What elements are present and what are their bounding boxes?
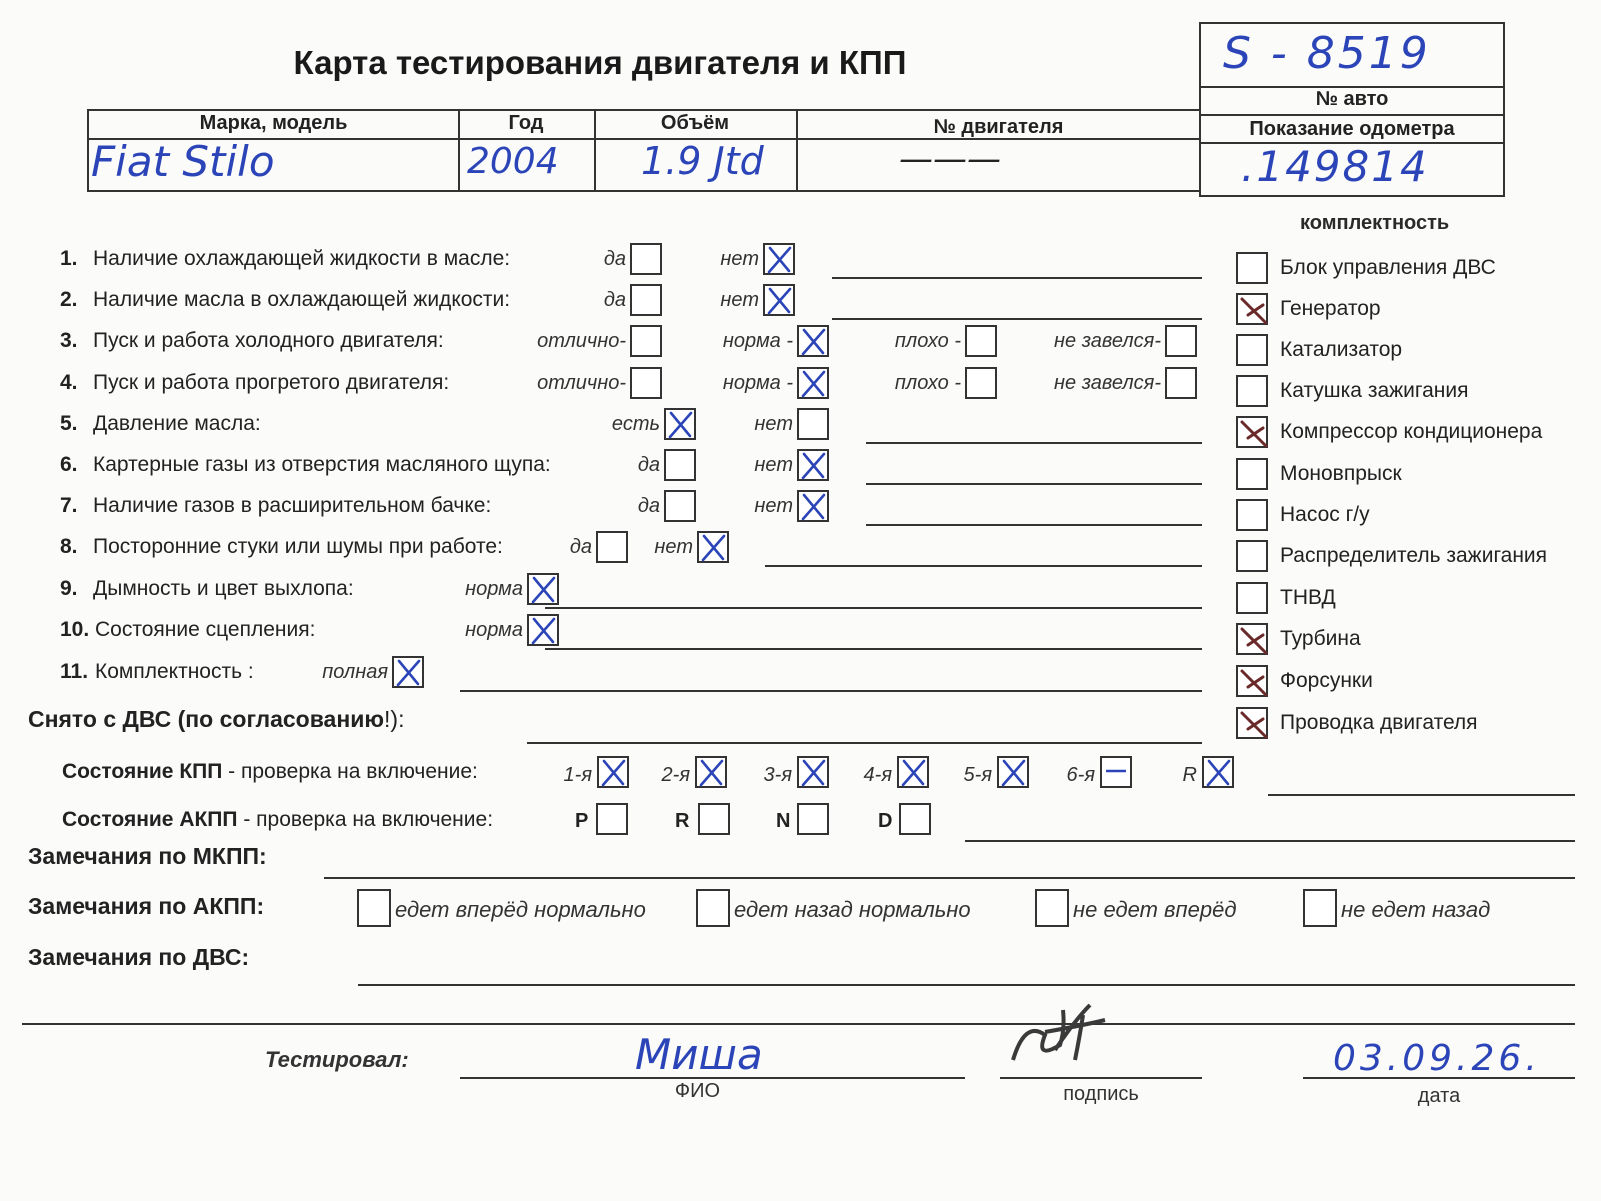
- option-label: нет: [754, 413, 793, 435]
- option-label: полная: [322, 661, 388, 683]
- akpp-remark-checkbox[interactable]: [1303, 889, 1337, 927]
- item-number: 10.: [60, 618, 90, 641]
- option-checkbox[interactable]: [630, 284, 662, 316]
- fio-label: ФИО: [674, 1080, 721, 1102]
- option-label: да: [637, 454, 660, 476]
- option-label: нет: [720, 289, 759, 311]
- option-label: да: [637, 495, 660, 517]
- signature-line[interactable]: [1000, 1077, 1202, 1079]
- option-label: норма -: [722, 372, 793, 394]
- option-label: да: [569, 536, 592, 558]
- item-number: 6.: [60, 453, 78, 476]
- item-text: Наличие газов в расширительном бачке:: [93, 494, 492, 517]
- item-number: 2.: [60, 288, 78, 311]
- gear-checkbox[interactable]: [695, 756, 727, 788]
- option-checkbox[interactable]: [664, 490, 696, 522]
- item-text: Пуск и работа прогретого двигателя:: [93, 371, 450, 394]
- brand-label: Марка, модель: [199, 112, 348, 134]
- engine-no-value: ———: [899, 139, 1001, 179]
- completeness-title: комплектность: [1300, 212, 1450, 234]
- completeness-label: Моновпрыск: [1280, 462, 1402, 485]
- item-text: Картерные газы из отверстия масляного щупа:: [93, 453, 551, 476]
- item-number: 4.: [60, 371, 78, 394]
- akpp-mode-label: D: [878, 810, 893, 832]
- completeness-label: Генератор: [1280, 297, 1381, 320]
- option-label: да: [603, 289, 626, 311]
- tested-label: Тестировал:: [265, 1047, 409, 1072]
- option-checkbox[interactable]: [527, 573, 559, 605]
- item-number: 7.: [60, 494, 78, 517]
- akpp-mode-label: P: [575, 810, 589, 832]
- option-label: да: [603, 248, 626, 270]
- option-checkbox[interactable]: [392, 656, 424, 688]
- remarks-mkpp-label: Замечания по МКПП:: [28, 843, 267, 869]
- option-label: норма -: [722, 330, 793, 352]
- completeness-label: Блок управления ДВС: [1280, 256, 1496, 279]
- akpp-label-rest: - проверка на включение:: [237, 808, 494, 831]
- completeness-checkbox[interactable]: [1236, 375, 1268, 407]
- option-checkbox[interactable]: [797, 325, 829, 357]
- gear-label: 5-я: [963, 764, 992, 786]
- option-label: нет: [754, 454, 793, 476]
- option-checkbox[interactable]: [965, 367, 997, 399]
- answer-line[interactable]: [545, 607, 1202, 609]
- option-checkbox[interactable]: [1165, 325, 1197, 357]
- answer-line[interactable]: [866, 442, 1202, 444]
- answer-line[interactable]: [460, 690, 1202, 692]
- answer-line[interactable]: [765, 565, 1202, 567]
- remarks-dvs-line[interactable]: [358, 984, 1575, 986]
- option-checkbox[interactable]: [697, 531, 729, 563]
- akpp-remark-label: едет назад нормально: [734, 897, 971, 922]
- auto-number-box: [1199, 22, 1505, 197]
- option-checkbox[interactable]: [797, 408, 829, 440]
- option-checkbox[interactable]: [763, 284, 795, 316]
- gear-label: 6-я: [1066, 764, 1095, 786]
- option-checkbox[interactable]: [1165, 367, 1197, 399]
- completeness-label: Распределитель зажигания: [1280, 544, 1548, 567]
- engine-no-label: № двигателя: [933, 116, 1064, 138]
- completeness-label: Турбина: [1280, 627, 1361, 650]
- gear-label: 4-я: [863, 764, 892, 786]
- gear-label: R: [1182, 764, 1197, 786]
- option-checkbox[interactable]: [630, 367, 662, 399]
- akpp-label: Состояние АКПП: [62, 808, 238, 831]
- option-label: норма: [465, 578, 523, 600]
- signature-drawing: [1005, 990, 1115, 1075]
- completeness-label: Компрессор кондиционера: [1280, 420, 1543, 443]
- odometer-label: Показание одометра: [1249, 118, 1455, 140]
- item-number: 1.: [60, 247, 78, 270]
- answer-line[interactable]: [832, 318, 1202, 320]
- completeness-label: ТНВД: [1280, 586, 1336, 609]
- remarks-akpp-label: Замечания по АКПП:: [28, 893, 265, 919]
- gear-label: 2-я: [661, 764, 690, 786]
- option-checkbox[interactable]: [527, 614, 559, 646]
- akpp-remark-checkbox[interactable]: [1035, 889, 1069, 927]
- option-label: есть: [611, 413, 660, 435]
- option-label: норма: [465, 619, 523, 641]
- fio-line[interactable]: [460, 1077, 965, 1079]
- remarks-dvs-label: Замечания по ДВС:: [28, 944, 250, 970]
- item-number: 5.: [60, 412, 78, 435]
- akpp-remark-checkbox[interactable]: [357, 889, 391, 927]
- removed-label-rest: !):: [384, 706, 405, 732]
- akpp-mode-checkbox[interactable]: [797, 803, 829, 835]
- option-label: отлично-: [537, 330, 626, 352]
- completeness-checkbox[interactable]: [1236, 293, 1268, 325]
- item-number: 3.: [60, 329, 78, 352]
- item-text: Наличие масла в охлаждающей жидкости:: [93, 288, 511, 311]
- option-checkbox[interactable]: [797, 490, 829, 522]
- completeness-checkbox[interactable]: [1236, 540, 1268, 572]
- auto-number-value: S - 8519: [1223, 28, 1431, 79]
- completeness-label: Катализатор: [1280, 338, 1403, 361]
- completeness-checkbox[interactable]: [1236, 707, 1268, 739]
- odometer-value: .149814: [1241, 142, 1429, 191]
- item-text: Посторонние стуки или шумы при работе:: [93, 535, 503, 558]
- item-text: Наличие охлаждающей жидкости в масле:: [93, 247, 511, 270]
- option-checkbox[interactable]: [965, 325, 997, 357]
- brand-value: Fiat Stilo: [91, 137, 275, 186]
- gear-label: 1-я: [563, 764, 592, 786]
- item-text: Давление масла:: [93, 412, 261, 435]
- item-number: 8.: [60, 535, 78, 558]
- option-label: нет: [754, 495, 793, 517]
- option-checkbox[interactable]: [630, 325, 662, 357]
- vehicle-info-table: [87, 109, 1201, 192]
- completeness-checkbox[interactable]: [1236, 252, 1268, 284]
- remarks-dvs-line-2[interactable]: [22, 1023, 1575, 1025]
- option-checkbox[interactable]: [797, 367, 829, 399]
- akpp-remark-label: не едет вперёд: [1073, 897, 1237, 922]
- removed-line[interactable]: [527, 742, 1202, 744]
- akpp-mode-checkbox[interactable]: [596, 803, 628, 835]
- card-title: Карта тестирования двигателя и КПП: [293, 44, 907, 81]
- option-checkbox[interactable]: [630, 243, 662, 275]
- option-label: отлично-: [537, 372, 626, 394]
- item-number: 9.: [60, 577, 78, 600]
- option-checkbox[interactable]: [763, 243, 795, 275]
- kpp-label: Состояние КПП: [62, 760, 223, 783]
- akpp-remark-label: не едет назад: [1341, 897, 1491, 922]
- answer-line[interactable]: [866, 483, 1202, 485]
- item-number: 11.: [60, 660, 89, 683]
- completeness-checkbox[interactable]: [1236, 665, 1268, 697]
- year-value: 2004: [467, 141, 559, 182]
- completeness-label: Катушка зажигания: [1280, 379, 1469, 402]
- volume-value: 1.9 Jtd: [641, 139, 764, 183]
- option-label: плохо -: [894, 330, 961, 352]
- item-text: Пуск и работа холодного двигателя:: [93, 329, 444, 352]
- akpp-mode-label: R: [675, 810, 690, 832]
- gear-checkbox[interactable]: [897, 756, 929, 788]
- completeness-checkbox[interactable]: [1236, 623, 1268, 655]
- option-checkbox[interactable]: [664, 408, 696, 440]
- akpp-line[interactable]: [965, 840, 1575, 842]
- tester-name: Миша: [635, 1030, 763, 1079]
- item-text: Дымность и цвет выхлопа:: [93, 577, 354, 600]
- akpp-mode-checkbox[interactable]: [698, 803, 730, 835]
- gear-label: 3-я: [763, 764, 792, 786]
- answer-line[interactable]: [832, 277, 1202, 279]
- completeness-checkbox[interactable]: [1236, 582, 1268, 614]
- item-text: Состояние сцепления:: [95, 618, 316, 641]
- gear-checkbox[interactable]: [797, 756, 829, 788]
- test-date: 03.09.26.: [1333, 1038, 1541, 1079]
- gear-checkbox[interactable]: [1202, 756, 1234, 788]
- kpp-label-rest: - проверка на включение:: [222, 760, 478, 783]
- option-label: не завелся-: [1054, 372, 1161, 394]
- option-label: плохо -: [894, 372, 961, 394]
- completeness-checkbox[interactable]: [1236, 499, 1268, 531]
- date-label: дата: [1417, 1085, 1461, 1107]
- akpp-mode-label: N: [776, 810, 791, 832]
- volume-label: Объём: [660, 112, 730, 134]
- completeness-label: Насос г/у: [1280, 503, 1370, 526]
- removed-label: Снято с ДВС (по согласованию: [28, 706, 385, 732]
- akpp-mode-checkbox[interactable]: [899, 803, 931, 835]
- option-checkbox[interactable]: [664, 449, 696, 481]
- akpp-remark-label: едет вперёд нормально: [395, 897, 646, 922]
- option-label: не завелся-: [1054, 330, 1161, 352]
- auto-number-label: № авто: [1315, 88, 1389, 110]
- completeness-label: Форсунки: [1280, 669, 1373, 692]
- date-line[interactable]: [1303, 1077, 1575, 1079]
- gear-checkbox[interactable]: [997, 756, 1029, 788]
- item-text: Комплектность :: [95, 660, 254, 683]
- gear-checkbox[interactable]: [597, 756, 629, 788]
- year-label: Год: [508, 112, 544, 134]
- akpp-remark-checkbox[interactable]: [696, 889, 730, 927]
- kpp-line[interactable]: [1268, 794, 1575, 796]
- signature-label: подпись: [1063, 1083, 1139, 1105]
- gear-checkbox[interactable]: [1100, 756, 1132, 788]
- option-checkbox[interactable]: [797, 449, 829, 481]
- option-label: нет: [720, 248, 759, 270]
- completeness-label: Проводка двигателя: [1280, 711, 1478, 734]
- completeness-checkbox[interactable]: [1236, 334, 1268, 366]
- answer-line[interactable]: [545, 648, 1202, 650]
- option-label: нет: [654, 536, 693, 558]
- completeness-checkbox[interactable]: [1236, 416, 1268, 448]
- remarks-mkpp-line[interactable]: [324, 877, 1575, 879]
- answer-line[interactable]: [866, 524, 1202, 526]
- completeness-checkbox[interactable]: [1236, 458, 1268, 490]
